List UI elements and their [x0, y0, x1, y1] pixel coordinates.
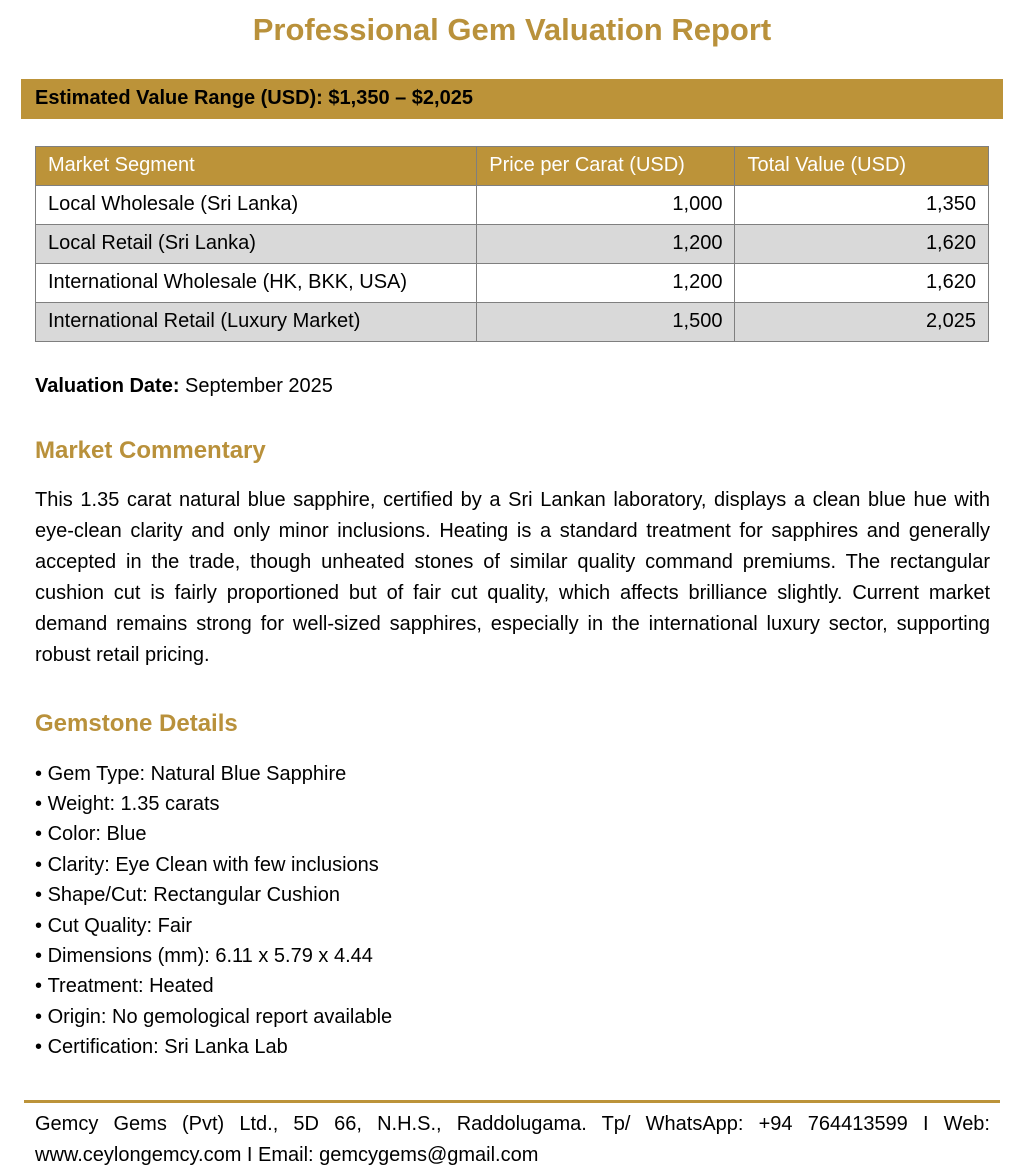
list-item: • Cut Quality: Fair — [35, 911, 989, 941]
column-header-market-segment: Market Segment — [36, 146, 477, 185]
section-heading-gemstone-details: Gemstone Details — [35, 709, 238, 737]
estimated-value-range-banner: Estimated Value Range (USD): $1,350 – $2,025 — [21, 79, 1003, 119]
table-row — [36, 224, 989, 263]
total-value-cell: 1,620 — [735, 263, 989, 302]
table-row — [36, 185, 989, 224]
list-item: • Gem Type: Natural Blue Sapphire — [35, 759, 989, 789]
list-item: • Clarity: Eye Clean with few inclusions — [35, 850, 989, 880]
market-commentary-paragraph: This 1.35 carat natural blue sapphire, certified by a Sri Lankan laboratory, displays a clean blue hue with eye-clean clarity and only minor inclusions. Heating is a standard treatment for sapphires and generally accepted in the trade, though unheated stones of similar quality command premiums. The rectangular cushion cut is fairly proportioned but of fair cut quality, which affects brilliance slightly. Current market demand remains strong for well-sized sapphires, especially in the international luxury sector, supporting robust retail pricing. — [35, 488, 990, 666]
segment-cell: International Wholesale (HK, BKK, USA) — [36, 263, 477, 302]
table-row — [36, 302, 989, 341]
list-item: • Weight: 1.35 carats — [35, 789, 989, 819]
total-value-cell: 2,025 — [735, 302, 989, 341]
list-item: • Shape/Cut: Rectangular Cushion — [35, 880, 989, 910]
total-value-cell: 1,620 — [735, 224, 989, 263]
column-header-price-per-carat: Price per Carat (USD) — [477, 146, 735, 185]
valuation-date-value: September 2025 — [185, 374, 333, 397]
price-per-carat-cell: 1,200 — [477, 224, 735, 263]
report-footer — [24, 1100, 1000, 1171]
segment-cell: Local Retail (Sri Lanka) — [36, 224, 477, 263]
valuation-date-label: Valuation Date: — [35, 374, 180, 397]
list-item: • Certification: Sri Lanka Lab — [35, 1032, 989, 1062]
list-item: • Color: Blue — [35, 819, 989, 849]
column-header-total-value: Total Value (USD) — [735, 146, 989, 185]
price-per-carat-cell: 1,200 — [477, 263, 735, 302]
section-heading-market-commentary: Market Commentary — [35, 436, 266, 464]
price-per-carat-cell: 1,500 — [477, 302, 735, 341]
list-item: • Dimensions (mm): 6.11 x 5.79 x 4.44 — [35, 941, 989, 971]
market-valuation-table — [35, 146, 989, 342]
segment-cell: Local Wholesale (Sri Lanka) — [36, 185, 477, 224]
list-item: • Origin: No gemological report available — [35, 1002, 989, 1032]
gemstone-details-list — [35, 759, 989, 1063]
segment-cell: International Retail (Luxury Market) — [36, 302, 477, 341]
total-value-cell: 1,350 — [735, 185, 989, 224]
valuation-date — [35, 375, 989, 398]
footer-contact-info: Gemcy Gems (Pvt) Ltd., 5D 66, N.H.S., Raddolugama. Tp/ WhatsApp: +94 764413599 I Web: www.ceylongemcy.com I Email: gemcygems@gmail.com — [35, 1112, 990, 1166]
list-item: • Treatment: Heated — [35, 971, 989, 1001]
price-per-carat-cell: 1,000 — [477, 185, 735, 224]
page-title: Professional Gem Valuation Report — [252, 12, 772, 47]
table-header-row — [36, 146, 989, 185]
table-row — [36, 263, 989, 302]
